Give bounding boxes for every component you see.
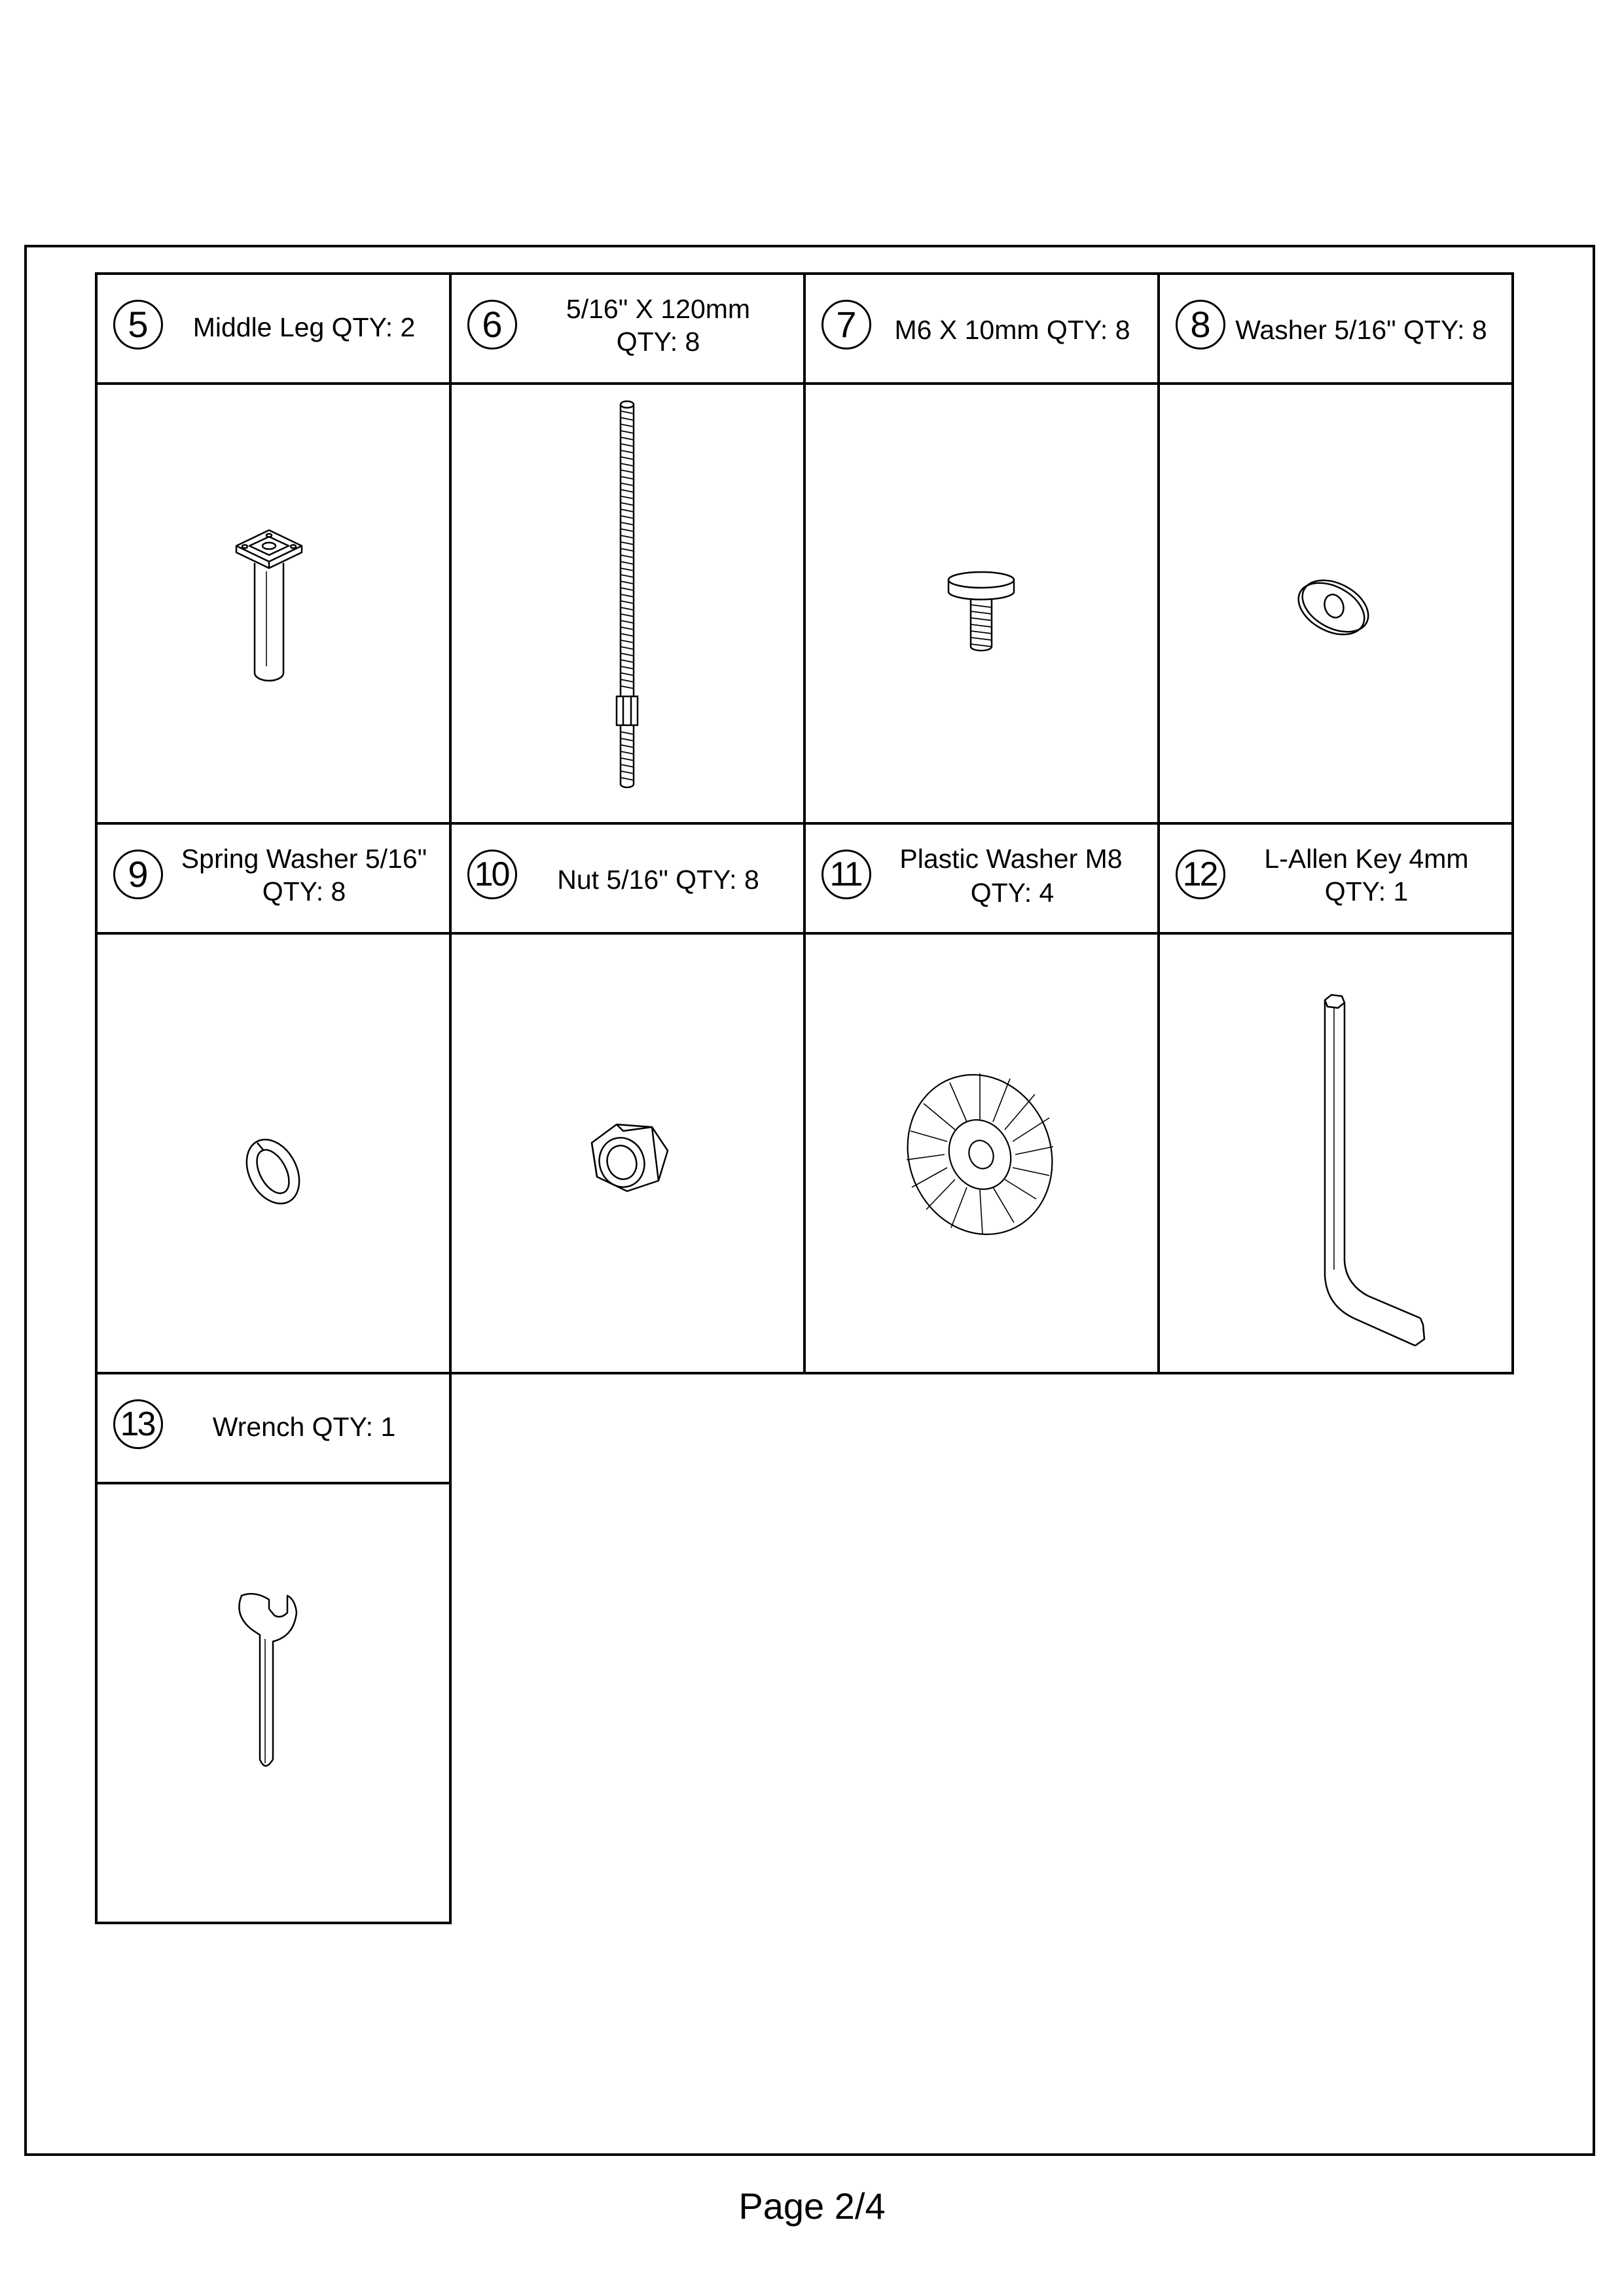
part-header: [98, 1374, 449, 1484]
part-qty: QTY: 8: [262, 876, 346, 906]
part-number: 10: [467, 850, 517, 899]
part-cell-7: [803, 272, 1160, 825]
part-qty: QTY: 4: [970, 878, 1055, 908]
part-cell-5: [95, 272, 452, 825]
part-label: Spring Washer 5/16": [181, 844, 427, 874]
leg-icon: [98, 385, 449, 822]
part-label: Middle Leg QTY: 2: [192, 312, 416, 342]
part-header: [452, 825, 803, 935]
part-cell-11: [803, 822, 1160, 1374]
part-number: 5: [113, 300, 163, 350]
part-number: 7: [821, 300, 871, 350]
part-header: [806, 275, 1157, 385]
part-number: 6: [467, 300, 517, 350]
threaded-rod-icon: [452, 385, 803, 822]
part-label: Plastic Washer M8: [899, 844, 1123, 874]
part-number: 8: [1176, 300, 1225, 350]
page-number: Page 2/4: [738, 2185, 886, 2227]
wrench-icon: [98, 1484, 449, 1922]
washer-icon: [1160, 385, 1511, 822]
part-label: Washer 5/16" QTY: 8: [1235, 315, 1487, 345]
part-number: 11: [821, 850, 871, 899]
part-label: 5/16" X 120mm: [566, 294, 751, 324]
part-cell-12: [1157, 822, 1514, 1374]
part-number: 13: [113, 1399, 163, 1449]
part-header: [98, 825, 449, 935]
part-number: 9: [113, 850, 163, 899]
bolt-icon: [806, 385, 1157, 822]
part-label: M6 X 10mm QTY: 8: [894, 315, 1130, 345]
part-cell-10: [449, 822, 806, 1374]
part-header: [806, 825, 1157, 935]
part-cell-9: [95, 822, 452, 1374]
part-label: Wrench QTY: 1: [212, 1412, 396, 1442]
part-label: Nut 5/16" QTY: 8: [557, 865, 759, 895]
part-header: [1160, 825, 1511, 935]
part-cell-6: [449, 272, 806, 825]
nut-icon: [452, 935, 803, 1372]
part-qty: QTY: 8: [616, 327, 700, 357]
allen-key-icon: [1160, 935, 1511, 1372]
spring-washer-icon: [98, 935, 449, 1372]
part-cell-8: [1157, 272, 1514, 825]
part-header: [1160, 275, 1511, 385]
part-number: 12: [1176, 850, 1225, 899]
part-header: [98, 275, 449, 385]
plastic-washer-icon: [806, 935, 1157, 1372]
part-qty: QTY: 1: [1324, 876, 1409, 906]
part-label: L-Allen Key 4mm: [1264, 844, 1469, 874]
part-header: [452, 275, 803, 385]
part-cell-13: [95, 1372, 452, 1924]
